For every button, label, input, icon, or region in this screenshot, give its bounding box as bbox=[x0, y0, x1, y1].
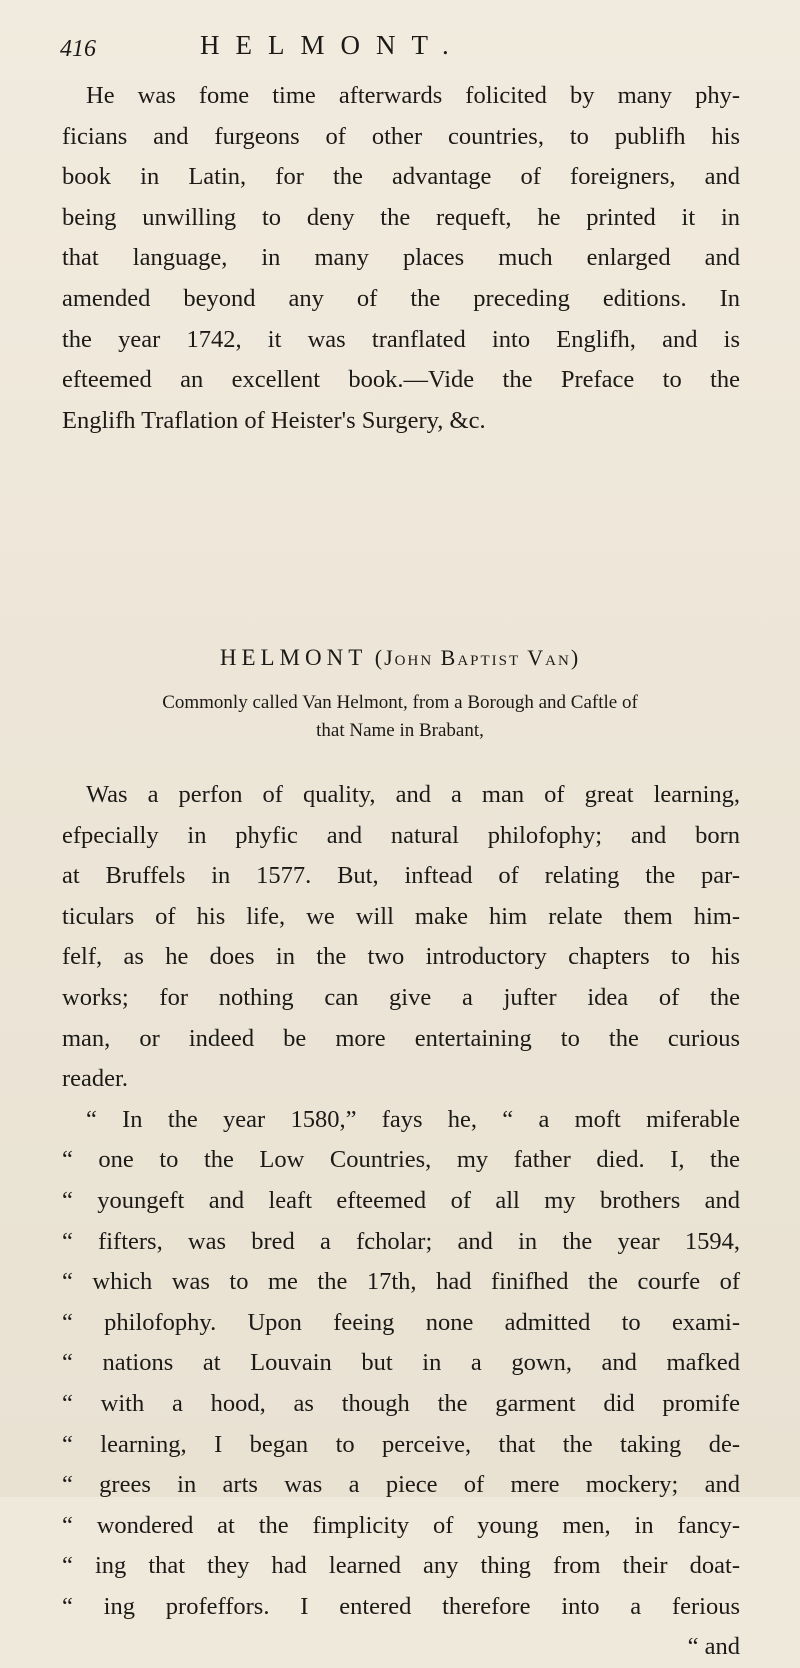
text-line: the year 1742, it was tranflated into Englifh, and is bbox=[62, 325, 740, 353]
quote-line: “ fifters, was bred a fcholar; and in the year 1594, bbox=[62, 1227, 740, 1255]
text-line: felf, as he does in the two introductory chapters to his bbox=[62, 943, 740, 971]
entry-name-suffix: (John Baptist Van) bbox=[374, 645, 581, 670]
catchword: “ and bbox=[687, 1633, 740, 1661]
page-header bbox=[60, 30, 750, 78]
text-line: He was fome time afterwards folicited by many phy- bbox=[86, 82, 740, 109]
text-line: ticulars of his life, we will make him relate them him- bbox=[62, 902, 740, 930]
text-line: Englifh Traflation of Heister's Surgery, &c. bbox=[62, 406, 486, 434]
quote-line: “ learning, I began to perceive, that the taking de- bbox=[62, 1430, 740, 1458]
text-line: efpecially in phyfic and natural philofophy; and born bbox=[62, 821, 740, 849]
text-line: efteemed an excellent book.—Vide the Preface to the bbox=[62, 366, 740, 394]
text-line: that language, in many places much enlarged and bbox=[62, 244, 740, 272]
entry-subtitle-line: that Name in Brabant, bbox=[316, 720, 484, 741]
quote-line: “ nations at Louvain but in a gown, and mafked bbox=[62, 1349, 740, 1377]
page-number: 416 bbox=[60, 36, 96, 62]
entry-name: HELMONT bbox=[219, 645, 368, 670]
quote-line: “ which was to me the 17th, had finifhed the courfe of bbox=[62, 1268, 740, 1296]
text-line: book in Latin, for the advantage of foreigners, and bbox=[62, 163, 740, 191]
entry-heading bbox=[0, 645, 800, 671]
quote-line: “ ing profeffors. I entered therefore into a ferious bbox=[62, 1592, 740, 1620]
paragraph-helmont-life bbox=[62, 775, 740, 1668]
quote-line: “ wondered at the fimplicity of young men, in fancy- bbox=[62, 1511, 740, 1539]
text-line: Was a perfon of quality, and a man of great learning, bbox=[86, 781, 740, 808]
quote-line: “ grees in arts was a piece of mere mockery; and bbox=[62, 1471, 740, 1499]
quote-line: “ In the year 1580,” fays he, “ a moft miferable bbox=[86, 1105, 740, 1133]
quote-line: “ philofophy. Upon feeing none admitted to exami- bbox=[62, 1308, 740, 1336]
text-line: reader. bbox=[62, 1065, 128, 1093]
running-head: HELMONT. bbox=[200, 30, 465, 60]
text-line: ficians and furgeons of other countries, to publifh his bbox=[62, 122, 740, 150]
text-line: being unwilling to deny the requeft, he printed it in bbox=[62, 203, 740, 231]
paragraph-heister-translation bbox=[62, 76, 740, 441]
text-line: amended beyond any of the preceding editions. In bbox=[62, 284, 740, 312]
quote-line: “ one to the Low Countries, my father died. I, the bbox=[62, 1146, 740, 1174]
quote-line: “ ing that they had learned any thing from their doat- bbox=[62, 1552, 740, 1580]
text-line: at Bruffels in 1577. But, inftead of relating the par- bbox=[62, 862, 740, 890]
text-line: man, or indeed be more entertaining to the curious bbox=[62, 1024, 740, 1052]
entry-subtitle-line: Commonly called Van Helmont, from a Borough and Caftle of bbox=[162, 692, 638, 713]
text-line: works; for nothing can give a jufter idea of the bbox=[62, 983, 740, 1011]
quote-line: “ with a hood, as though the garment did promife bbox=[62, 1389, 740, 1417]
quote-line: “ youngeft and leaft efteemed of all my brothers and bbox=[62, 1186, 740, 1214]
